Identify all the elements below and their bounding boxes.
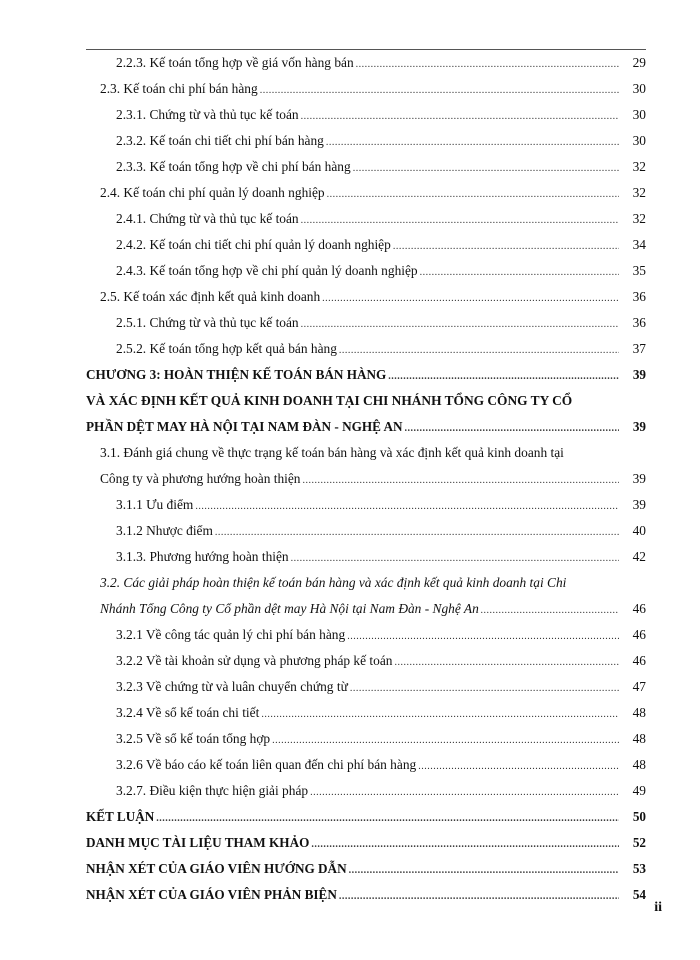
dot-leader [310, 780, 619, 806]
toc-entry-page: 48 [632, 757, 646, 772]
dot-leader [260, 78, 619, 104]
toc-entry-title: NHẬN XÉT CỦA GIÁO VIÊN PHẢN BIỆN [86, 887, 337, 902]
toc-entry-3-2-1[interactable] [86, 622, 646, 648]
toc-entry-title: 2.3. Kế toán chi phí bán hàng [100, 81, 258, 96]
toc-entry-2-3-1[interactable] [86, 102, 646, 128]
toc-entry-3-1-3[interactable] [86, 544, 646, 570]
toc-entry-page: 49 [632, 783, 646, 798]
toc-entry-title: Nhánh Tổng Công ty Cổ phần dệt may Hà Nội tại Nam Đàn - Nghệ An [100, 601, 479, 616]
toc-entry-page: 48 [632, 705, 646, 720]
toc-entry-3-2-5[interactable] [86, 726, 646, 752]
toc-entry-title: 2.5.1. Chứng từ và thủ tục kế toán [116, 315, 299, 330]
toc-entry-title: 2.3.1. Chứng từ và thủ tục kế toán [116, 107, 299, 122]
toc-entry-chapter-3-line3[interactable] [86, 414, 646, 440]
dot-leader [272, 728, 619, 754]
dot-leader [481, 598, 619, 624]
toc-entry-3-1-2[interactable] [86, 518, 646, 544]
toc-entry-page: 52 [632, 835, 646, 850]
toc-entry-2-3-2[interactable] [86, 128, 646, 154]
toc-entry-title: 2.5.2. Kế toán tổng hợp kết quả bán hàng [116, 341, 337, 356]
toc-entry-page: 39 [632, 367, 646, 382]
toc-entry-3-2-line2[interactable] [86, 596, 646, 622]
dot-leader [322, 286, 619, 312]
toc-entry-3-1-line2[interactable] [86, 466, 646, 492]
dot-leader [215, 520, 619, 546]
toc-entry-3-2-3[interactable] [86, 674, 646, 700]
toc-entry-2-5[interactable] [86, 284, 646, 310]
toc-entry-title: 3.2.3 Về chứng từ và luân chuyển chứng từ [116, 679, 348, 694]
dot-leader [326, 130, 619, 156]
toc-entry-2-4-1[interactable] [86, 206, 646, 232]
toc-entry-title: 2.3.3. Kế toán tổng hợp về chi phí bán hàng [116, 159, 351, 174]
toc-entry-2-4-3[interactable] [86, 258, 646, 284]
toc-entry-page: 29 [632, 55, 646, 70]
toc-entry-references[interactable] [86, 830, 646, 856]
toc-entry-title: 2.4.3. Kế toán tổng hợp về chi phí quản lý doanh nghiệp [116, 263, 418, 278]
dot-leader [303, 468, 619, 494]
toc-entry-2-2-3[interactable] [86, 50, 646, 76]
toc-entry-title: 2.4.1. Chứng từ và thủ tục kế toán [116, 211, 299, 226]
toc-entry-page: 30 [632, 107, 646, 122]
toc-entry-page: 47 [632, 679, 646, 694]
toc-entry-title: 3.1.3. Phương hướng hoàn thiện [116, 549, 289, 564]
dot-leader [420, 260, 619, 286]
toc-entry-page: 50 [632, 809, 646, 824]
toc-entry-title: 2.2.3. Kế toán tổng hợp về giá vốn hàng bán [116, 55, 354, 70]
toc-entry-page: 36 [632, 315, 646, 330]
dot-leader [418, 754, 619, 780]
toc-entry-chapter-3-line2[interactable]: VÀ XÁC ĐỊNH KẾT QUẢ KINH DOANH TẠI CHI NHÁNH TỔNG CÔNG TY CỔ [86, 393, 573, 408]
dot-leader [311, 832, 619, 858]
toc-entry-page: 32 [632, 159, 646, 174]
toc-entry-title: 2.5. Kế toán xác định kết quả kinh doanh [100, 289, 321, 304]
toc-entry-title: NHẬN XÉT CỦA GIÁO VIÊN HƯỚNG DẪN [86, 861, 347, 876]
toc-entry-2-3-3[interactable] [86, 154, 646, 180]
dot-leader [156, 806, 619, 832]
toc-entry-2-5-2[interactable] [86, 336, 646, 362]
toc-entry-page: 39 [632, 471, 646, 486]
toc-entry-title: 3.2.1 Về công tác quản lý chi phí bán hàng [116, 627, 346, 642]
dot-leader [394, 650, 619, 676]
toc-entry-page: 36 [632, 289, 646, 304]
toc-entry-2-4[interactable] [86, 180, 646, 206]
toc-entry-title: Công ty và phương hướng hoàn thiện [100, 471, 301, 486]
dot-leader [388, 364, 619, 390]
toc-entry-title: CHƯƠNG 3: HOÀN THIỆN KẾ TOÁN BÁN HÀNG [86, 367, 387, 382]
toc-entry-2-5-1[interactable] [86, 310, 646, 336]
toc-entry-title: 3.1.1 Ưu điểm [116, 497, 194, 512]
dot-leader [291, 546, 619, 572]
dot-leader [347, 624, 619, 650]
toc-entry-3-1-1[interactable] [86, 492, 646, 518]
toc-entry-page: 30 [632, 81, 646, 96]
toc-entry-title: 3.2.4 Về sổ kế toán chi tiết [116, 705, 260, 720]
toc-entry-title: 3.2.7. Điều kiện thực hiện giải pháp [116, 783, 309, 798]
toc-entry-2-4-2[interactable] [86, 232, 646, 258]
toc-entry-title: 2.3.2. Kế toán chi tiết chi phí bán hàng [116, 133, 324, 148]
toc-entry-3-2-2[interactable] [86, 648, 646, 674]
dot-leader [393, 234, 619, 260]
dot-leader [356, 52, 619, 78]
toc-entry-3-2-line1[interactable]: 3.2. Các giải pháp hoàn thiện kế toán bán hàng và xác định kết quả kinh doanh tại Chi [100, 575, 567, 590]
toc-entry-advisor-review[interactable] [86, 856, 646, 882]
toc-entry-page: 40 [632, 523, 646, 538]
toc-entry-3-1-line1[interactable]: 3.1. Đánh giá chung về thực trạng kế toán bán hàng và xác định kết quả kinh doanh tại [100, 445, 564, 460]
toc-entry-title: KẾT LUẬN [86, 809, 155, 824]
toc-entry-3-2-4[interactable] [86, 700, 646, 726]
toc-entry-page: 39 [632, 419, 646, 434]
dot-leader [327, 182, 619, 208]
toc-entry-reviewer-review[interactable] [86, 882, 646, 908]
toc-entry-page: 46 [632, 627, 646, 642]
toc-entry-3-2-6[interactable] [86, 752, 646, 778]
table-of-contents [86, 50, 646, 908]
toc-entry-page: 48 [632, 731, 646, 746]
dot-leader [339, 338, 619, 364]
toc-entry-chapter-3[interactable] [86, 362, 646, 388]
toc-entry-title: 3.2.5 Về sổ kế toán tổng hợp [116, 731, 271, 746]
dot-leader [301, 208, 619, 234]
toc-entry-page: 46 [632, 653, 646, 668]
page-number: ii [654, 900, 662, 915]
dot-leader [353, 156, 619, 182]
toc-entry-page: 53 [632, 861, 646, 876]
toc-entry-page: 32 [632, 211, 646, 226]
toc-entry-title: 3.2.6 Về báo cáo kế toán liên quan đến chi phí bán hàng [116, 757, 417, 772]
toc-entry-3-2-7[interactable] [86, 778, 646, 804]
dot-leader [195, 494, 619, 520]
toc-entry-page: 34 [632, 237, 646, 252]
toc-entry-page: 42 [632, 549, 646, 564]
dot-leader [339, 884, 619, 910]
toc-entry-title: DANH MỤC TÀI LIỆU THAM KHẢO [86, 835, 310, 850]
toc-entry-page: 35 [632, 263, 646, 278]
toc-entry-title: 2.4.2. Kế toán chi tiết chi phí quản lý doanh nghiệp [116, 237, 391, 252]
toc-entry-title: PHẦN DỆT MAY HÀ NỘI TẠI NAM ĐÀN - NGHỆ AN [86, 419, 403, 434]
toc-entry-page: 54 [632, 887, 646, 902]
toc-entry-page: 39 [632, 497, 646, 512]
toc-entry-page: 46 [632, 601, 646, 616]
toc-entry-2-3[interactable] [86, 76, 646, 102]
dot-leader [301, 312, 619, 338]
dot-leader [261, 702, 619, 728]
toc-entry-page: 30 [632, 133, 646, 148]
dot-leader [301, 104, 619, 130]
toc-entry-conclusion[interactable] [86, 804, 646, 830]
dot-leader [350, 676, 619, 702]
toc-entry-title: 3.1.2 Nhược điểm [116, 523, 213, 538]
dot-leader [405, 416, 619, 442]
toc-entry-page: 37 [632, 341, 646, 356]
toc-entry-title: 3.2.2 Về tài khoản sử dụng và phương pháp kế toán [116, 653, 393, 668]
dot-leader [349, 858, 619, 884]
toc-entry-page: 32 [632, 185, 646, 200]
toc-entry-title: 2.4. Kế toán chi phí quản lý doanh nghiệp [100, 185, 325, 200]
